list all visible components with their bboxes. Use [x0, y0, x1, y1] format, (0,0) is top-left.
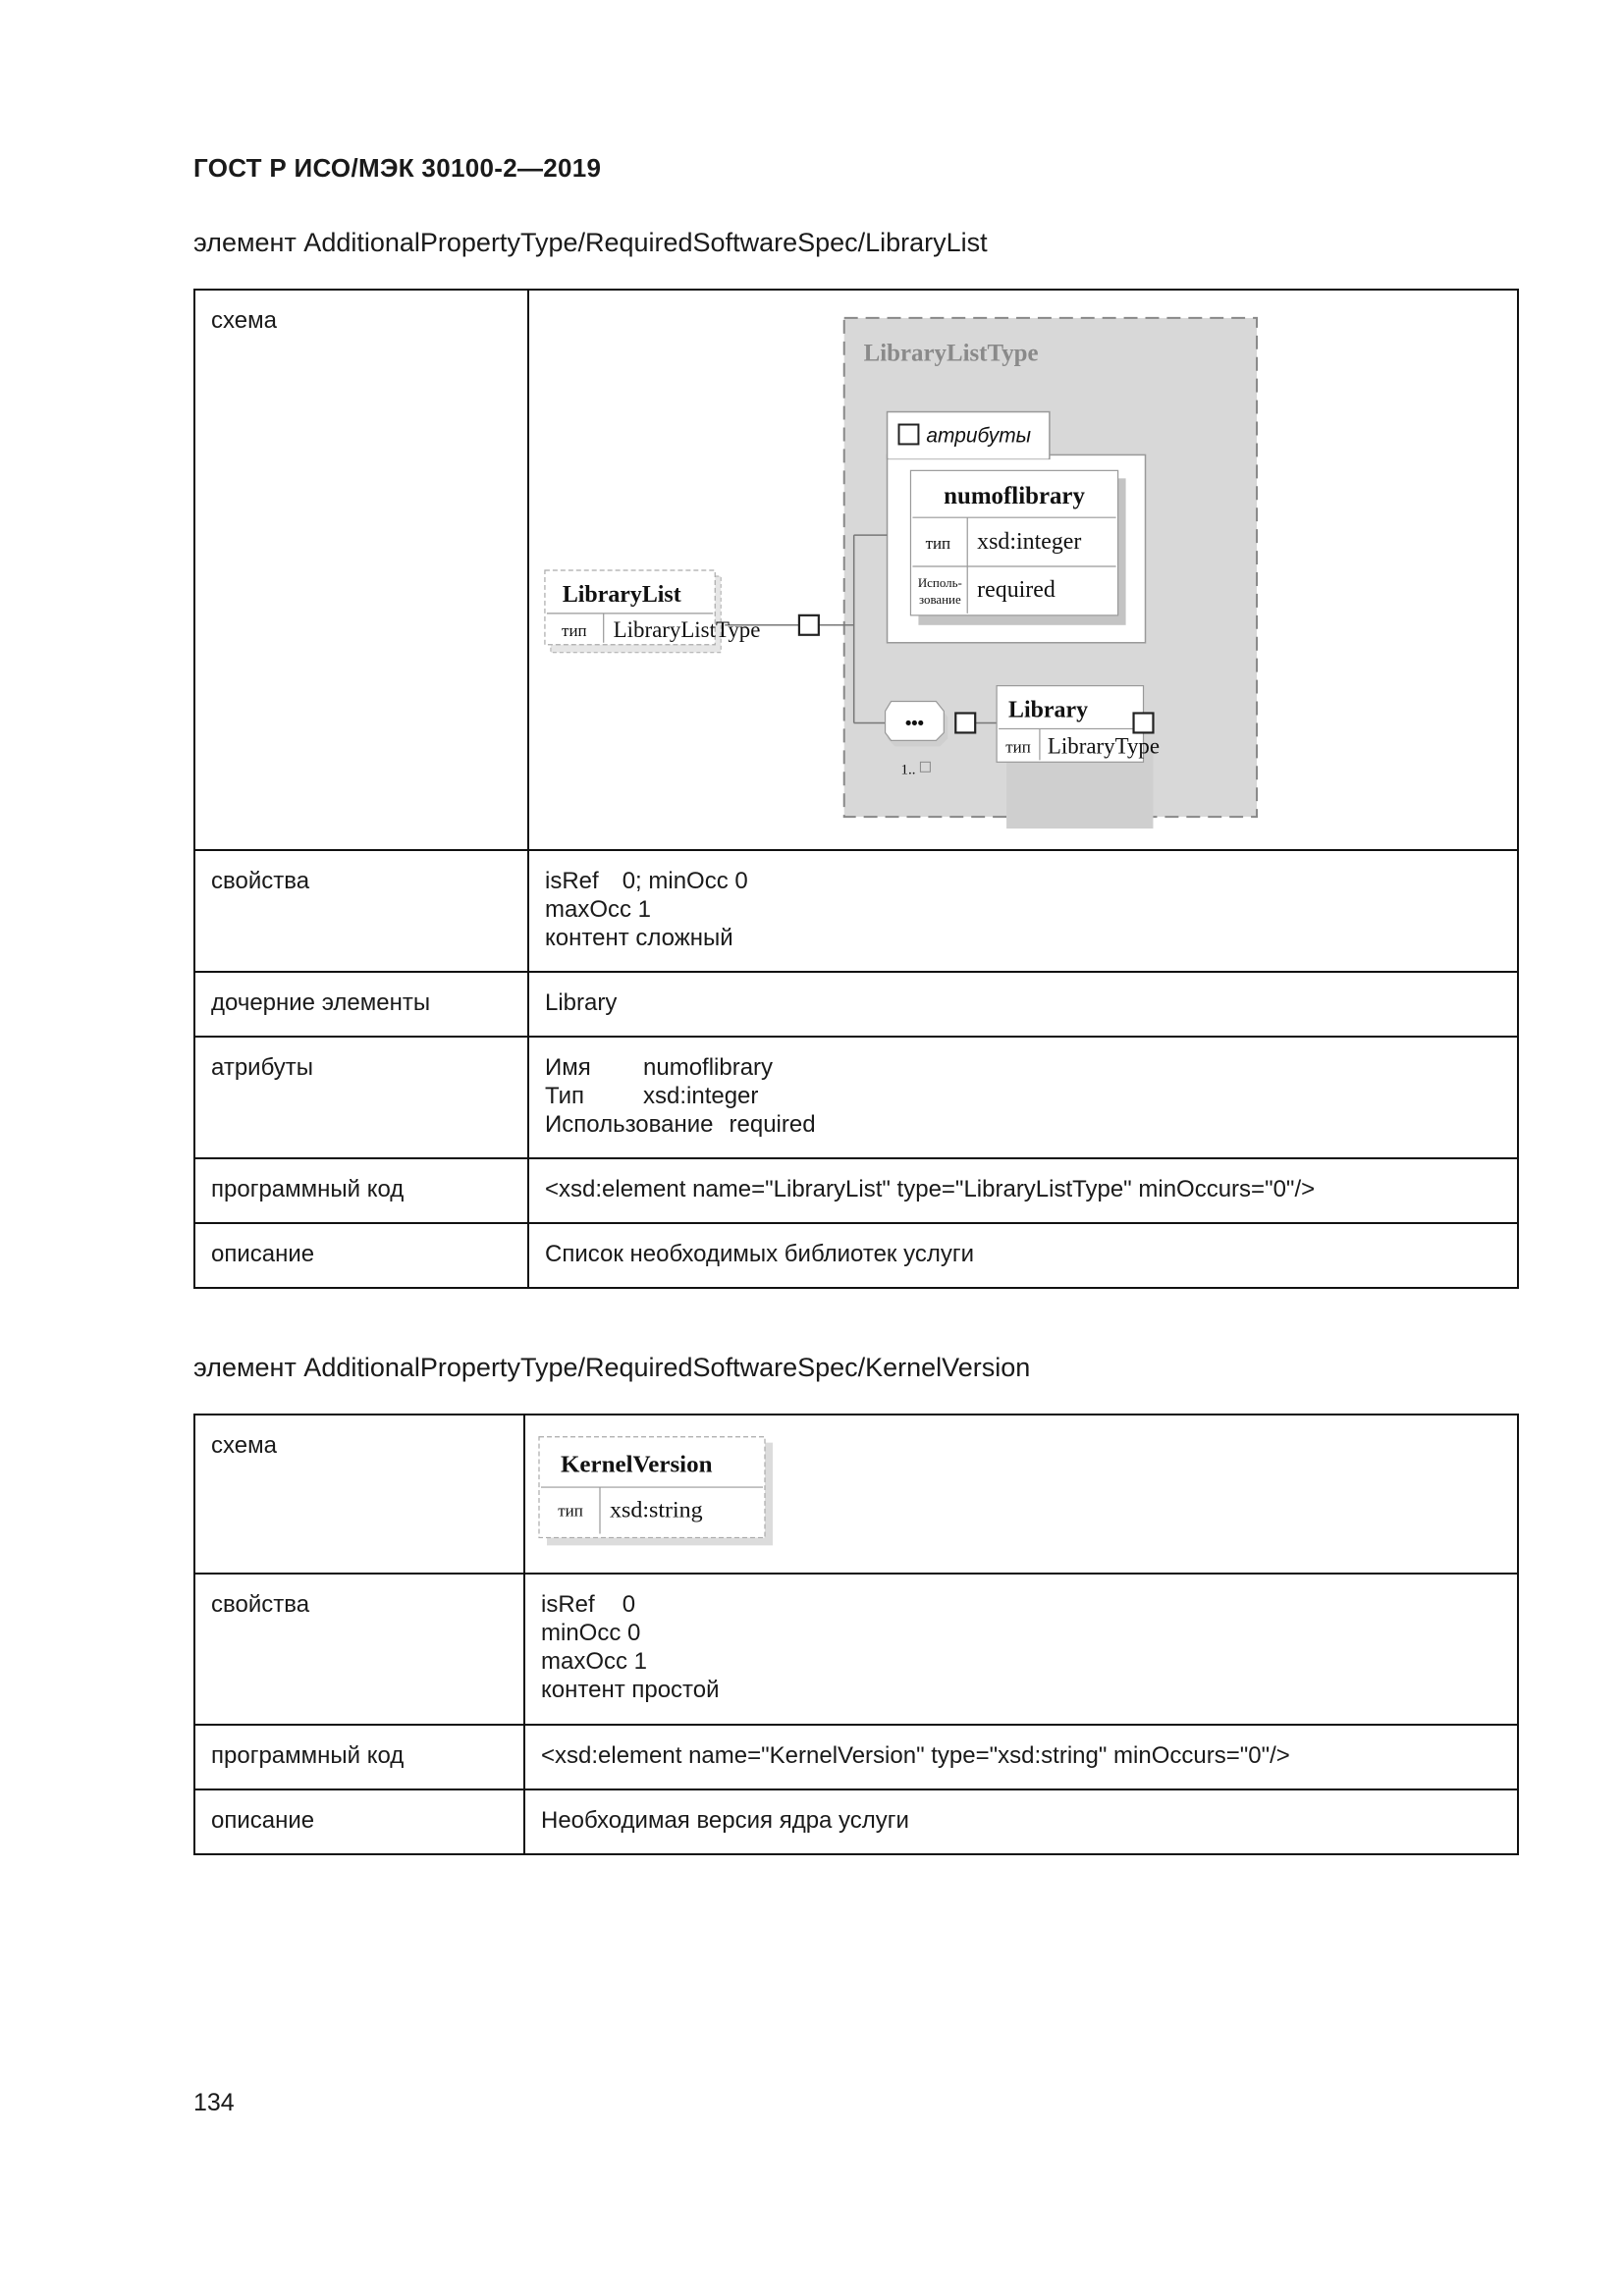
attribute-use-value: required: [977, 576, 1056, 603]
schema-label: схема: [194, 1415, 524, 1574]
attribute-type-value: xsd:integer: [977, 529, 1082, 556]
complex-type-name: LibraryListType: [863, 340, 1039, 367]
kernelversion-diagram: [525, 1415, 1517, 1573]
attribute-type-key: тип: [925, 534, 951, 554]
sequence-multiplicity: 1..: [900, 762, 916, 778]
code-value: <xsd:element name="KernelVersion" type="xsd:string" minOccurs="0"/>: [524, 1725, 1518, 1789]
sequence-expand-icon: [955, 713, 975, 732]
attributes-label: атрибуты: [194, 1037, 528, 1158]
attributes-value: Имя numoflibrary Тип xsd:integer Использование required: [528, 1037, 1518, 1158]
schema-label: схема: [194, 290, 528, 850]
sequence-glyph: •••: [905, 713, 924, 733]
child-element-name: Library: [1008, 697, 1089, 723]
code-label: программный код: [194, 1725, 524, 1789]
schema-diagram-cell: [528, 290, 1518, 850]
attribute-use-key-line1: Исполь-: [917, 574, 962, 590]
root-element-name: LibraryList: [562, 581, 681, 608]
children-label: дочерние элементы: [194, 972, 528, 1037]
section-heading-kernelversion: элемент AdditionalPropertyType/RequiredSoftwareSpec/KernelVersion: [193, 1353, 1031, 1382]
spec-table-librarylist: [193, 289, 1519, 1289]
properties-value: isRef 0 minOcc 0 maxOcc 1 контент простой: [524, 1574, 1518, 1725]
kernelversion-type-key: тип: [558, 1501, 583, 1521]
root-element-type-key: тип: [562, 620, 587, 640]
root-expand-icon: [799, 615, 819, 635]
kernelversion-type-value: xsd:string: [610, 1497, 703, 1523]
section-heading-librarylist: элемент AdditionalPropertyType/RequiredSoftwareSpec/LibraryList: [193, 228, 988, 257]
child-element-type-key: тип: [1005, 737, 1031, 757]
description-value: Необходимая версия ядра услуги: [524, 1789, 1518, 1854]
root-element-type-value: LibraryListType: [613, 616, 761, 642]
librarylist-diagram: [529, 291, 1517, 849]
properties-label: свойства: [194, 850, 528, 972]
attribute-use-key-line2: зование: [918, 591, 961, 607]
description-value: Список необходимых библиотек услуги: [528, 1223, 1518, 1288]
code-label: программный код: [194, 1158, 528, 1223]
properties-label: свойства: [194, 1574, 524, 1725]
attributes-tab-label: атрибуты: [926, 424, 1031, 448]
kernelversion-element-name: KernelVersion: [561, 1451, 713, 1478]
description-label: описание: [194, 1789, 524, 1854]
attribute-name: numoflibrary: [944, 483, 1085, 510]
children-value: Library: [528, 972, 1518, 1037]
attributes-tab-checkbox-icon: [899, 425, 919, 445]
page-number: 134: [193, 2089, 235, 2116]
spec-table-kernelversion: [193, 1414, 1519, 1855]
child-element-type-value: LibraryType: [1047, 733, 1161, 759]
schema-diagram-cell: [524, 1415, 1518, 1574]
document-id: ГОСТ Р ИСО/МЭК 30100-2—2019: [193, 153, 602, 183]
child-expand-icon: [1134, 713, 1154, 732]
description-label: описание: [194, 1223, 528, 1288]
properties-value: isRef 0; minOcc 0 maxOcc 1 контент сложный: [528, 850, 1518, 972]
code-value: <xsd:element name="LibraryList" type="LibraryListType" minOccurs="0"/>: [528, 1158, 1518, 1223]
